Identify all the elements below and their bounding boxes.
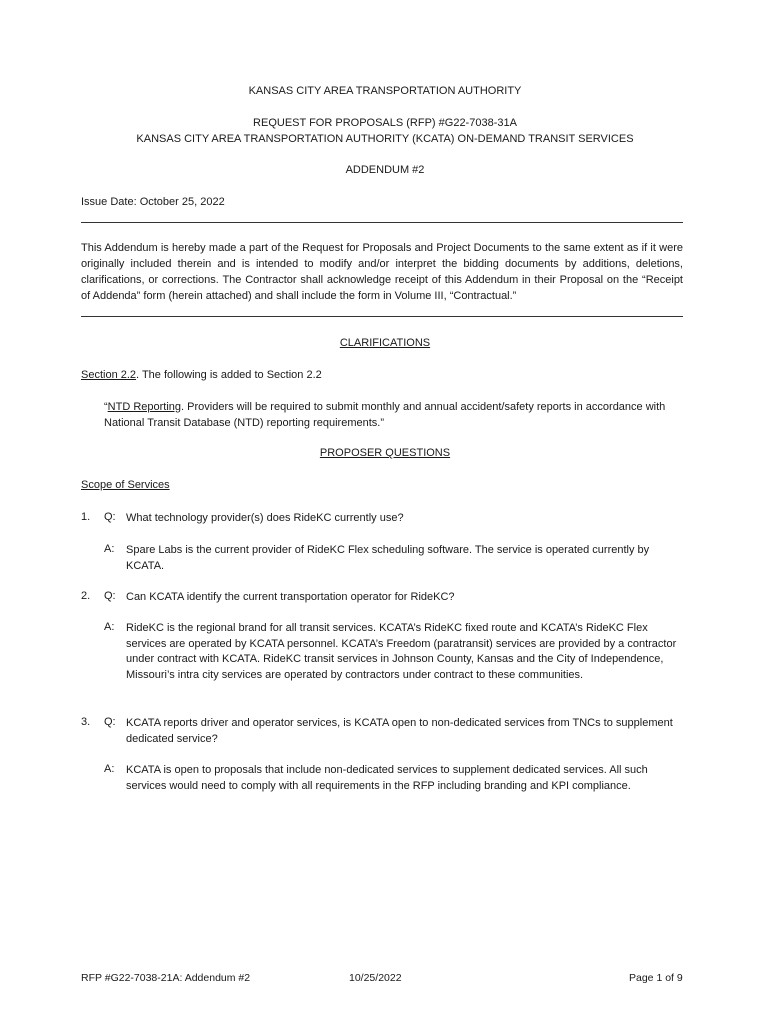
a-label: A:: [104, 621, 115, 633]
ntd-title: NTD Reporting: [107, 401, 182, 413]
divider-top: [81, 222, 683, 223]
answer-text: KCATA is open to proposals that include non-dedicated services to supplement dedicated services. All such services would need to comply with all requirements in the RFP including branding and KPI compliance.: [126, 764, 648, 792]
q-label: Q:: [104, 511, 116, 523]
q-label: Q:: [104, 590, 116, 602]
q-label: Q:: [104, 716, 116, 728]
issue-date: Issue Date: October 25, 2022: [81, 196, 225, 208]
footer-page-number: Page 1 of 9: [629, 972, 683, 984]
ntd-body: . Providers will be required to submit monthly and annual accident/safety reports in accordance with National Transit Database (NTD) reporting requirements.”: [104, 401, 666, 429]
a-label: A:: [104, 543, 115, 555]
intro-paragraph: This Addendum is hereby made a part of the Request for Proposals and Project Documents to the same extent as if it were originally included therein and is intended to modify and/or interpret the bidding documents by additions, deletions, clarifications, or corrections. The Contractor shall acknowledge receipt of this Addendum in their Proposal on the “Receipt of Addenda” form (herein attached) and shall include the form in Volume III, “Contractual.”: [81, 242, 683, 302]
question-number: 1.: [81, 511, 91, 523]
ntd-clarification: [104, 399, 689, 431]
divider-bottom: [81, 316, 683, 317]
question-number: 2.: [81, 590, 91, 602]
quote-open: “: [104, 401, 108, 413]
org-title: KANSAS CITY AREA TRANSPORTATION AUTHORITY: [248, 85, 522, 97]
clarifications-heading: CLARIFICATIONS: [339, 337, 431, 349]
footer-left: RFP #G22-7038-21A: Addendum #2: [81, 972, 251, 984]
scope-subheading: Scope of Services: [81, 479, 170, 491]
rfp-number: REQUEST FOR PROPOSALS (RFP) #G22-7038-31A: [253, 117, 517, 129]
question-text: Can KCATA identify the current transportation operator for RideKC?: [126, 591, 455, 603]
service-title: KANSAS CITY AREA TRANSPORTATION AUTHORITY (KCATA) ON-DEMAND TRANSIT SERVICES: [136, 133, 634, 145]
section-text: . The following is added to Section 2.2: [136, 369, 322, 381]
proposer-questions-heading: PROPOSER QUESTIONS: [319, 447, 451, 459]
answer-text: Spare Labs is the current provider of RideKC Flex scheduling software. The service is operated currently by KCATA.: [126, 544, 650, 572]
question-text: What technology provider(s) does RideKC currently use?: [126, 512, 404, 524]
section-line: [81, 369, 322, 381]
answer-text: RideKC is the regional brand for all transit services. KCATA’s RideKC fixed route and KCATA’s RideKC Flex services are operated by KCATA personnel. KCATA’s Freedom (paratransit) services are provided by a contractor under contract with KCATA. RideKC transit services in Johnson County, Kansas and the City of Independence, Missouri’s intra city services are operated by contractors under contract to these communities.: [126, 622, 677, 681]
question-text: KCATA reports driver and operator services, is KCATA open to non-dedicated services from TNCs to supplement dedicated service?: [126, 717, 673, 745]
addendum-title: ADDENDUM #2: [345, 164, 425, 176]
question-number: 3.: [81, 716, 91, 728]
section-ref: Section 2.2: [81, 369, 137, 381]
a-label: A:: [104, 763, 115, 775]
footer-date: 10/25/2022: [349, 972, 402, 984]
